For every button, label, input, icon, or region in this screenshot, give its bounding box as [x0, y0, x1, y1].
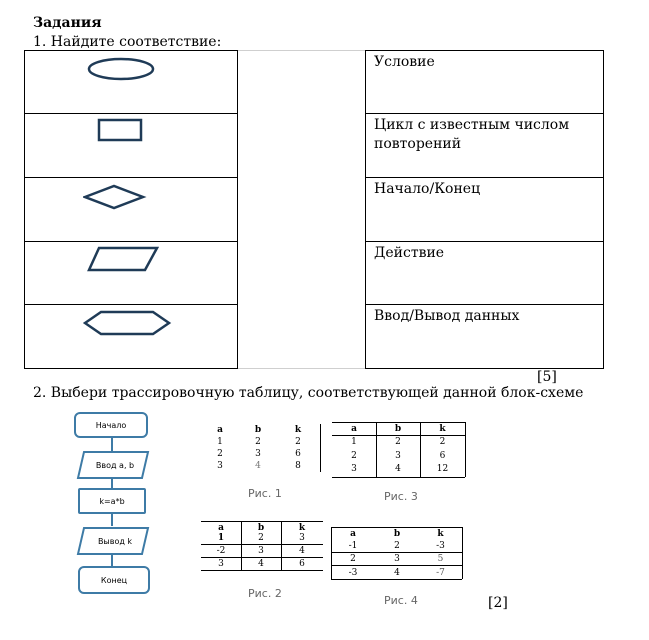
shape-cell — [24, 241, 238, 305]
answer-cell: Начало/Конец — [365, 177, 604, 242]
section-title: Задания — [33, 15, 102, 31]
shape-cell — [24, 113, 238, 178]
answer-cell: Цикл с известным числом повторений — [365, 113, 604, 178]
answer-cell: Действие — [365, 241, 604, 305]
flowchart-start: Начало — [74, 412, 148, 438]
trace-table-fig4: a b k -1 2 -3 2 3 5 -3 4 -7 — [331, 527, 462, 581]
flowchart-process: k=a*b — [78, 488, 146, 514]
caption-fig4: Рис. 4 — [384, 594, 418, 607]
task1-score: [5] — [537, 369, 557, 385]
shape-cell — [24, 177, 238, 242]
caption-fig3: Рис. 3 — [384, 490, 418, 503]
task1-prompt: 1. Найдите соответствие: — [33, 34, 222, 50]
answer-cell: Ввод/Вывод данных — [365, 304, 604, 369]
shape-cell — [24, 50, 238, 114]
hexagon-icon — [83, 310, 173, 338]
diamond-icon — [83, 184, 147, 214]
flowchart-end: Конец — [78, 566, 150, 594]
flowchart-output: Вывод k — [97, 536, 133, 546]
ellipse-icon — [87, 57, 157, 83]
trace-table-fig2: a b k 1 2 3 -2 3 4 3 4 6 — [201, 521, 323, 573]
flowchart-input: Ввод a, b — [95, 460, 135, 470]
caption-fig2: Рис. 2 — [248, 587, 282, 600]
trace-table-fig3: a b k 1 2 2 2 3 6 3 4 12 — [332, 422, 465, 478]
parallelogram-icon — [87, 246, 159, 272]
answer-cell: Условие — [365, 50, 604, 114]
task2-prompt: 2. Выбери трассировочную таблицу, соответствующей данной блок-схеме — [33, 385, 584, 401]
trace-table-fig1: a b k 1 2 2 2 3 6 3 4 8 — [205, 424, 320, 474]
caption-fig1: Рис. 1 — [248, 487, 282, 500]
task2-score: [2] — [488, 595, 508, 611]
shape-cell — [24, 304, 238, 369]
rectangle-icon — [97, 118, 145, 144]
